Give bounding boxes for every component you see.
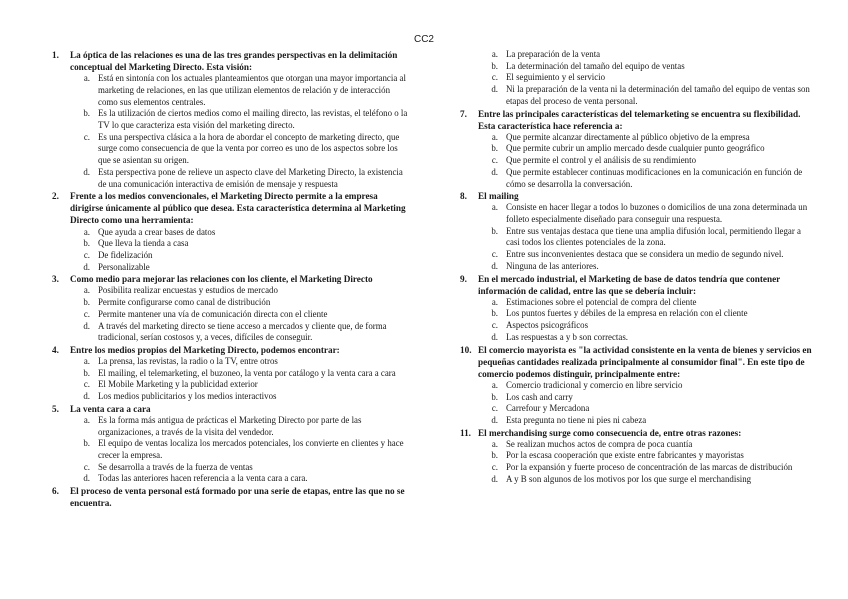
option-letter: a. [83, 356, 90, 367]
option-text: Consiste en hacer llegar a todos lo buzones o domicilios de una zona determinada un folleto especialmente diseñado para conseguir una respuesta. [506, 202, 808, 225]
answer-option [460, 392, 812, 404]
option-text: Estimaciones sobre el potencial de compra del cliente [506, 296, 697, 307]
option-text: Es la utilización de ciertos medios como el mailing directo, las revistas, el teléfono o la TV lo que caracteriza esta visión del marketing directo. [98, 108, 408, 130]
option-text: Los medios publicitarios y los medios interactivos [98, 391, 277, 402]
answer-option [52, 309, 408, 321]
answer-option [460, 84, 812, 107]
question [460, 427, 812, 439]
option-letter: a. [83, 226, 90, 237]
option-text: El equipo de ventas localiza los mercados potenciales, los convierte en clientes y hace crecer la empresa. [98, 438, 404, 461]
option-text: Que permite cubrir un amplio mercado desde cualquier punto geográfico [506, 143, 765, 154]
option-text: A través del marketing directo se tiene acceso a mercados y cliente que, de forma tradicional, serían costosos y, a veces, difíciles de conseguir. [98, 320, 387, 343]
option-text: Los cash and carry [506, 391, 573, 402]
option-letter: d. [491, 331, 498, 342]
option-letter: c. [491, 249, 498, 260]
option-text: La preparación de la venta [506, 49, 601, 59]
option-letter: c. [83, 308, 90, 319]
answer-option [52, 473, 408, 485]
option-letter: d. [491, 166, 498, 177]
option-letter: b. [491, 391, 498, 402]
question [460, 108, 812, 132]
answer-option [460, 439, 812, 451]
question-number: 7. [460, 108, 467, 119]
option-letter: b. [83, 108, 90, 119]
option-text: El Mobile Marketing y la publicidad exterior [98, 379, 258, 390]
question-number: 1. [52, 50, 59, 60]
option-letter: d. [491, 473, 498, 484]
question-number: 4. [52, 344, 59, 355]
option-text: Se desarrolla a través de la fuerza de ventas [98, 461, 253, 472]
option-letter: a. [83, 285, 90, 296]
question [52, 485, 408, 509]
question-number: 3. [52, 274, 59, 285]
option-text: Posibilita realizar encuestas y estudios de mercado [98, 285, 278, 296]
option-letter: b. [83, 238, 90, 249]
answer-option [460, 143, 812, 155]
answer-option [52, 438, 408, 461]
option-letter: b. [83, 297, 90, 308]
option-letter: d. [83, 166, 90, 177]
option-letter: c. [83, 461, 90, 472]
option-text: Esta perspectiva pone de relieve un aspecto clave del Marketing Directo, la existencia de una comunicación interactiva de emisión de mensaje y respuesta [98, 166, 403, 189]
answer-option [52, 321, 408, 344]
option-text: Las respuestas a y b son correctas. [506, 331, 628, 342]
answer-option [52, 368, 408, 380]
answer-option [52, 250, 408, 262]
answer-option [52, 227, 408, 239]
answer-option [460, 320, 812, 332]
option-text: La determinación del tamaño del equipo de ventas [506, 60, 685, 71]
answer-option [460, 474, 812, 486]
question [460, 190, 812, 202]
option-letter: c. [491, 155, 498, 166]
option-letter: c. [83, 131, 90, 142]
answer-option [460, 403, 812, 415]
option-letter: b. [491, 143, 498, 154]
option-letter: b. [491, 225, 498, 236]
question-number: 6. [52, 486, 59, 497]
answer-option [52, 132, 408, 167]
question-number: 10. [460, 344, 472, 355]
option-letter: c. [491, 403, 498, 414]
option-letter: d. [83, 473, 90, 484]
question-number: 11. [460, 427, 471, 438]
question-number: 5. [52, 403, 59, 414]
question-text: La venta cara a cara [70, 403, 151, 414]
question-text: Entre las principales características del telemarketing se encuentra su flexibilidad. Esta característica hace referencia a: [478, 108, 801, 131]
answer-option [460, 380, 812, 392]
question-number: 9. [460, 273, 467, 284]
option-letter: c. [83, 379, 90, 390]
option-text: A y B son algunos de los motivos por los que surge el merchandising [506, 473, 752, 484]
option-text: De fidelización [98, 249, 153, 260]
answer-option [460, 226, 812, 249]
answer-option [52, 167, 408, 190]
option-text: Que ayuda a crear bases de datos [98, 226, 216, 237]
option-letter: d. [83, 261, 90, 272]
option-letter: a. [491, 131, 498, 142]
option-text: Esta pregunta no tiene ni pies ni cabeza [506, 414, 647, 425]
question [52, 190, 408, 226]
answer-option [52, 238, 408, 250]
option-letter: d. [491, 414, 498, 425]
answer-option [52, 379, 408, 391]
answer-option [460, 415, 812, 427]
question-number: 2. [52, 191, 59, 202]
option-text: Aspectos psicográficos [506, 320, 589, 331]
option-letter: b. [83, 438, 90, 449]
option-text: Entre sus ventajas destaca que tiene una amplia difusión local, permitiendo llegar a casi todos los clientes potenciales de la zona. [506, 225, 801, 248]
answer-option [52, 108, 408, 131]
question-text: El comercio mayorista es "la actividad consistente en la venta de bienes y servicios en pequeñas cantidades realizada principalmente al consumidor final". En este tipo de comercio podemos distinguir, principalmente entre: [478, 344, 812, 379]
question-text: En el mercado industrial, el Marketing de base de datos tendría que contener información de calidad, entre las que se debería incluir: [478, 273, 781, 296]
answer-option [460, 202, 812, 225]
answer-option [52, 73, 408, 108]
option-letter: c. [83, 249, 90, 260]
option-text: Ni la preparación de la venta ni la determinación del tamaño del equipo de ventas son etapas del proceso de venta personal. [506, 84, 810, 106]
question-text: Entre los medios propios del Marketing Directo, podemos encontrar: [70, 344, 340, 355]
answer-option [52, 297, 408, 309]
answer-option [460, 261, 812, 273]
right-column [460, 49, 812, 486]
option-letter: a. [491, 202, 498, 213]
answer-option [460, 297, 812, 309]
question [52, 273, 408, 285]
answer-option [460, 332, 812, 344]
page-title: CC2 [413, 34, 434, 45]
question [52, 49, 408, 73]
answer-option [460, 132, 812, 144]
option-text: Que lleva la tienda a casa [98, 238, 189, 249]
option-letter: b. [491, 60, 498, 71]
option-letter: b. [491, 308, 498, 319]
option-text: Que permite establecer continuas modificaciones en la comunicación en función de cómo se desarrolla la conversación. [506, 166, 803, 189]
option-text: Está en sintonía con los actuales planteamientos que otorgan una mayor importancia al marketing de relaciones, en las que utilizan elementos de relación y de interacción como sus elementos centrales. [98, 73, 406, 107]
answer-option [460, 462, 812, 474]
answer-option [460, 167, 812, 190]
option-letter: a. [491, 296, 498, 307]
answer-option [460, 72, 812, 84]
option-letter: c. [491, 462, 498, 473]
option-text: Carrefour y Mercadona [506, 403, 590, 414]
answer-option [52, 415, 408, 438]
answer-option [460, 49, 812, 61]
option-letter: d. [83, 391, 90, 402]
answer-option [52, 262, 408, 274]
answer-option [460, 450, 812, 462]
option-text: El mailing, el telemarketing, el buzoneo, la venta por catálogo y la venta cara a cara [98, 367, 396, 378]
question-text: Frente a los medios convencionales, el Marketing Directo permite a la empresa dirigirse únicamente al público que desea. Esta característica determina al Marketing Directo como una herramienta: [70, 191, 406, 226]
option-text: Permite configurarse como canal de distribución [98, 297, 271, 308]
option-text: Comercio tradicional y comercio en libre servicio [506, 379, 683, 390]
option-text: Se realizan muchos actos de compra de poca cuantía [506, 438, 693, 449]
option-text: Entre sus inconvenientes destaca que se considera un medio de segundo nivel. [506, 249, 784, 260]
option-letter: a. [83, 73, 90, 84]
option-letter: c. [491, 72, 498, 83]
question-text: Como medio para mejorar las relaciones con los cliente, el Marketing Directo [70, 274, 373, 285]
answer-option [460, 308, 812, 320]
option-letter: a. [491, 379, 498, 390]
option-letter: d. [491, 260, 498, 271]
option-text: Es la forma más antigua de prácticas el Marketing Directo por parte de las organizaciones, a través de la visita del vendedor. [98, 414, 362, 437]
option-letter: b. [491, 450, 498, 461]
option-text: Es una perspectiva clásica a la hora de abordar el concepto de marketing directo, que surge como consecuencia de que la venta por correo es uno de los aspectos sobre los que se asientan su origen. [98, 131, 400, 166]
question [52, 403, 408, 415]
question-text: La óptica de las relaciones es una de las tres grandes perspectivas en la delimitación conceptual del Marketing Directo. Esta visión: [70, 50, 398, 73]
option-text: El seguimiento y el servicio [506, 72, 606, 83]
option-text: Por la expansión y fuerte proceso de concentración de las marcas de distribución [506, 462, 793, 473]
option-text: Todas las anteriores hacen referencia a la venta cara a cara. [98, 473, 308, 484]
question-text: El proceso de venta personal está formado por una serie de etapas, entre las que no se encuentra. [70, 486, 405, 509]
option-letter: a. [83, 414, 90, 425]
option-text: Permite mantener una vía de comunicación directa con el cliente [98, 308, 328, 319]
option-text: Que permite alcanzar directamente al público objetivo de la empresa [506, 131, 750, 142]
answer-option [460, 61, 812, 73]
question [460, 344, 812, 380]
option-text: Personalizable [98, 261, 150, 272]
question [52, 344, 408, 356]
option-text: Los puntos fuertes y débiles de la empresa en relación con el cliente [506, 308, 748, 319]
answer-option [460, 155, 812, 167]
answer-option [52, 462, 408, 474]
option-letter: a. [491, 438, 498, 449]
question-text: El mailing [478, 191, 519, 202]
option-letter: b. [83, 367, 90, 378]
option-text: Por la escasa cooperación que existe entre fabricantes y mayoristas [506, 450, 744, 461]
question-number: 8. [460, 191, 467, 202]
option-letter: d. [83, 320, 90, 331]
answer-option [460, 249, 812, 261]
option-letter: c. [491, 320, 498, 331]
question [460, 273, 812, 297]
question-text: El merchandising surge como consecuencia de, entre otras razones: [478, 427, 742, 438]
answer-option [52, 391, 408, 403]
option-text: Que permite el control y el análisis de su rendimiento [506, 155, 697, 166]
left-column [52, 49, 408, 509]
answer-option [52, 285, 408, 297]
option-letter: d. [491, 84, 498, 95]
option-letter: a. [491, 49, 498, 59]
option-text: La prensa, las revistas, la radio o la TV, entre otros [98, 356, 278, 367]
option-text: Ninguna de las anteriores. [506, 260, 599, 271]
answer-option [52, 356, 408, 368]
